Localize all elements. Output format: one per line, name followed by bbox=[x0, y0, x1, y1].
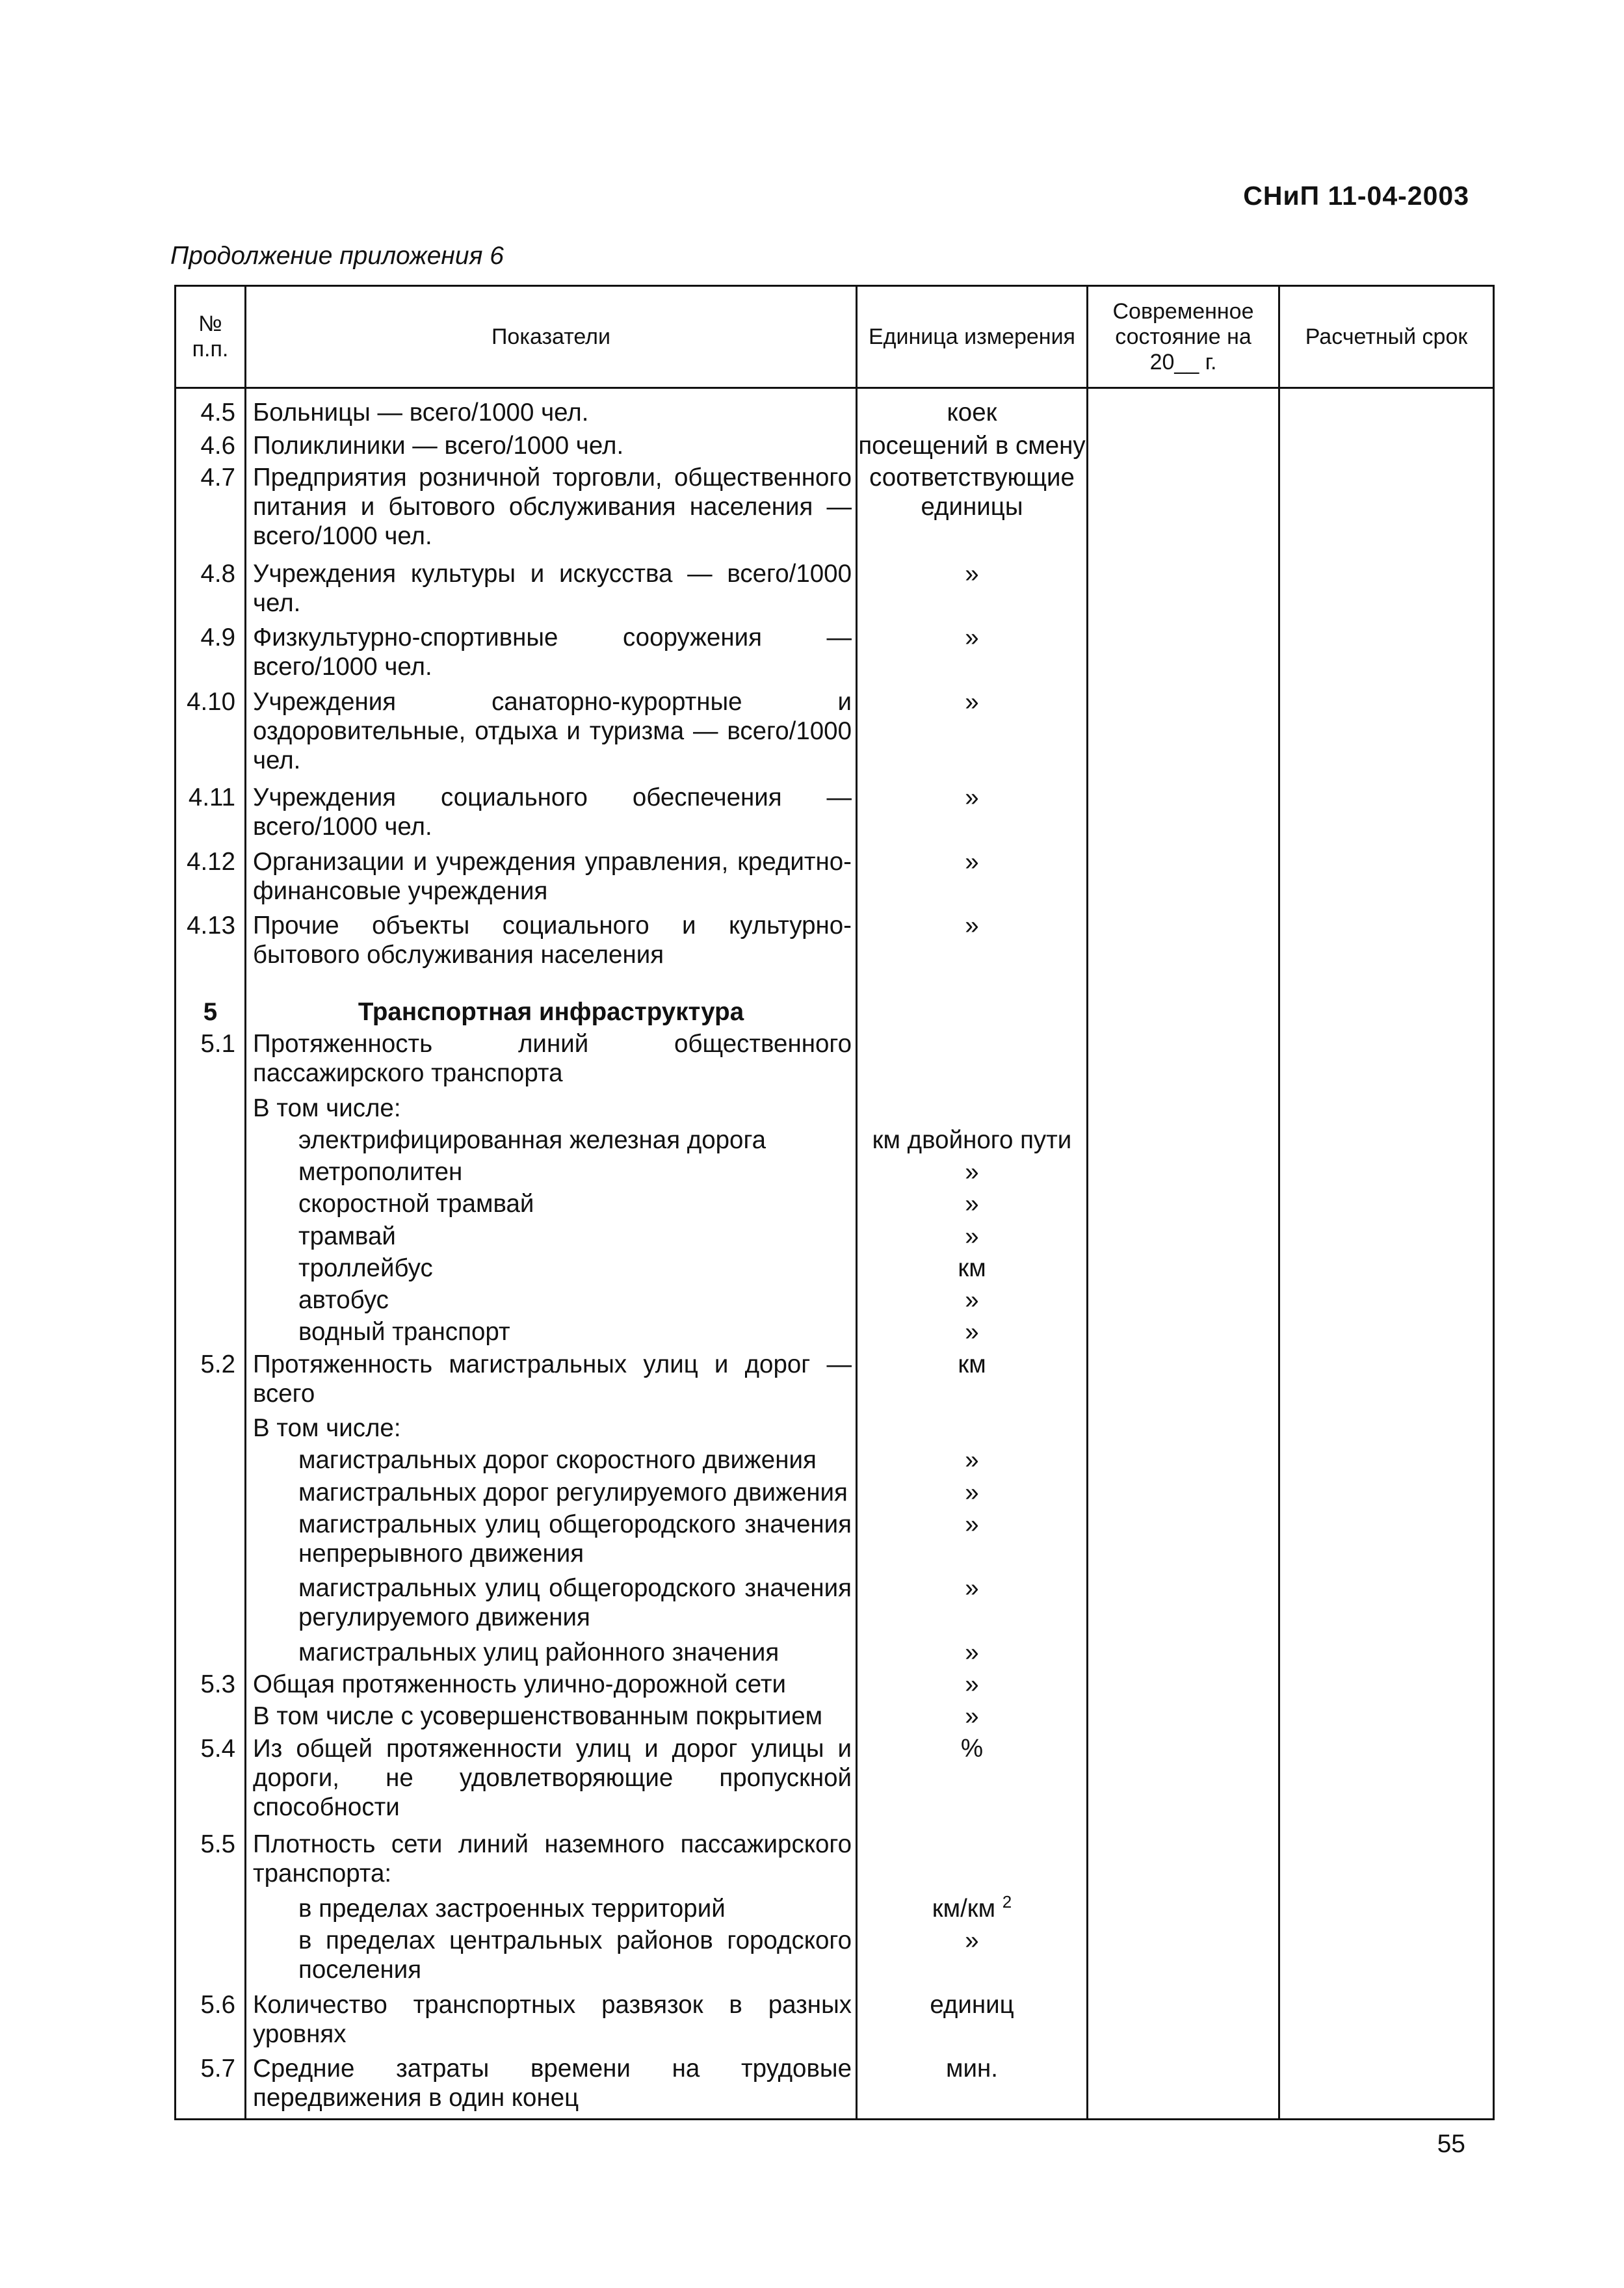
unit-text: » bbox=[965, 1702, 979, 1731]
unit-cell bbox=[857, 1670, 1088, 1702]
header-indicator: Показатели bbox=[246, 286, 857, 388]
unit-text: » bbox=[965, 1926, 979, 1955]
unit-text: » bbox=[965, 847, 979, 876]
target-term-cell bbox=[1279, 911, 1494, 975]
current-state-cell bbox=[1088, 1894, 1279, 1926]
current-state-cell bbox=[1088, 559, 1279, 624]
unit-cell bbox=[857, 388, 1088, 431]
row-number: 4.10 bbox=[176, 687, 246, 783]
unit-cell bbox=[857, 1926, 1088, 1990]
target-term-cell bbox=[1279, 687, 1494, 783]
target-term-cell bbox=[1279, 2054, 1494, 2118]
indicator-text: Поликлиники — всего/1000 чел. bbox=[246, 431, 857, 463]
unit-text: » bbox=[965, 1478, 979, 1506]
indicator-text: Учреждения социального обеспечения — всего/1000 чел. bbox=[246, 783, 857, 847]
current-state-cell bbox=[1088, 623, 1279, 687]
indicator-text: В том числе с усовершенствованным покрытием bbox=[246, 1702, 857, 1733]
table-row bbox=[176, 2054, 1494, 2118]
row-number: 4.12 bbox=[176, 847, 246, 912]
target-term-cell bbox=[1279, 997, 1494, 1029]
unit-text: » bbox=[965, 1158, 979, 1187]
indicator-text: магистральных улиц общегородского значения непрерывного движения bbox=[246, 1510, 857, 1574]
header-num: № п.п. bbox=[176, 286, 246, 388]
row-number: 4.7 bbox=[176, 463, 246, 559]
target-term-cell bbox=[1279, 463, 1494, 559]
current-state-cell bbox=[1088, 1222, 1279, 1254]
indicator-text: Физкультурно-спортивные сооружения — всего/1000 чел. bbox=[246, 623, 857, 687]
unit-text: » bbox=[965, 624, 979, 652]
unit-cell bbox=[857, 1285, 1088, 1317]
current-state-cell bbox=[1088, 1445, 1279, 1477]
current-state-cell bbox=[1088, 1157, 1279, 1189]
unit-text: » bbox=[965, 1286, 979, 1315]
header-unit: Единица измерения bbox=[857, 286, 1088, 388]
row-number: 5.2 bbox=[176, 1350, 246, 1414]
spacer-cell bbox=[1088, 975, 1279, 997]
indicator-text: в пределах центральных районов городского поселения bbox=[246, 1926, 857, 1990]
unit-text: » bbox=[965, 1318, 979, 1347]
indicator-text: скоростной трамвай bbox=[246, 1189, 857, 1221]
current-state-cell bbox=[1088, 1350, 1279, 1414]
current-state-cell bbox=[1088, 783, 1279, 847]
section-title: Транспортная инфраструктура bbox=[246, 997, 857, 1029]
indicator-text: Из общей протяженности улиц и дорог улицы и дороги, не удовлетворяющие пропускной способности bbox=[246, 1734, 857, 1830]
row-number bbox=[176, 1222, 246, 1254]
row-number bbox=[176, 1317, 246, 1349]
indicator-text: трамвай bbox=[246, 1222, 857, 1254]
target-term-cell bbox=[1279, 1573, 1494, 1638]
table-row bbox=[176, 687, 1494, 783]
row-number bbox=[176, 1094, 246, 1125]
unit-text: км/км bbox=[932, 1894, 996, 1923]
unit-cell bbox=[857, 1029, 1088, 1094]
unit-cell bbox=[857, 1573, 1088, 1638]
header-current-state: Современное состояние на 20__ г. bbox=[1088, 286, 1279, 388]
row-number: 4.8 bbox=[176, 559, 246, 624]
target-term-cell bbox=[1279, 1157, 1494, 1189]
current-state-cell bbox=[1088, 1125, 1279, 1157]
current-state-cell bbox=[1088, 1638, 1279, 1670]
target-term-cell bbox=[1279, 1990, 1494, 2055]
unit-cell bbox=[857, 687, 1088, 783]
unit-cell bbox=[857, 1891, 1088, 1926]
header-target-term: Расчетный срок bbox=[1279, 286, 1494, 388]
unit-cell bbox=[857, 623, 1088, 687]
unit-cell bbox=[857, 2054, 1088, 2118]
unit-cell bbox=[857, 1414, 1088, 1445]
current-state-cell bbox=[1088, 847, 1279, 912]
row-number bbox=[176, 1189, 246, 1221]
table-row bbox=[176, 559, 1494, 624]
table-row bbox=[176, 1734, 1494, 1830]
target-term-cell bbox=[1279, 1094, 1494, 1125]
target-term-cell bbox=[1279, 623, 1494, 687]
table-row bbox=[176, 1189, 1494, 1221]
current-state-cell bbox=[1088, 1830, 1279, 1894]
current-state-cell bbox=[1088, 687, 1279, 783]
target-term-cell bbox=[1279, 1670, 1494, 1702]
indicator-text: В том числе: bbox=[246, 1094, 857, 1125]
table-row bbox=[176, 1445, 1494, 1477]
indicator-text: троллейбус bbox=[246, 1254, 857, 1285]
table-row bbox=[176, 388, 1494, 431]
table-row bbox=[176, 1638, 1494, 1670]
continuation-caption: Продолжение приложения 6 bbox=[170, 242, 504, 270]
unit-cell bbox=[857, 1702, 1088, 1733]
unit-text: коек bbox=[947, 399, 997, 427]
indicator-text: Средние затраты времени на трудовые передвижения в один конец bbox=[246, 2054, 857, 2118]
unit-cell bbox=[857, 1830, 1088, 1894]
unit-cell bbox=[857, 847, 1088, 912]
unit-cell bbox=[857, 559, 1088, 624]
current-state-cell bbox=[1088, 1926, 1279, 1990]
table-body bbox=[176, 388, 1494, 2120]
table-row bbox=[176, 783, 1494, 847]
row-number: 5.1 bbox=[176, 1029, 246, 1094]
indicator-text: водный транспорт bbox=[246, 1317, 857, 1349]
table-row bbox=[176, 1350, 1494, 1414]
section-spacer-row bbox=[176, 975, 1494, 997]
table-row bbox=[176, 847, 1494, 912]
table-row bbox=[176, 1094, 1494, 1125]
unit-text: мин. bbox=[946, 2055, 998, 2083]
target-term-cell bbox=[1279, 1478, 1494, 1510]
indicator-text: электрифицированная железная дорога bbox=[246, 1125, 857, 1157]
unit-cell bbox=[857, 1189, 1088, 1221]
target-term-cell bbox=[1279, 1254, 1494, 1285]
table-row bbox=[176, 1702, 1494, 1733]
filler-cell bbox=[176, 2118, 246, 2120]
table-row bbox=[176, 1254, 1494, 1285]
unit-text: единиц bbox=[930, 1990, 1014, 2019]
unit-text: посещений в смену bbox=[858, 431, 1086, 460]
indicator-text: магистральных улиц районного значения bbox=[246, 1638, 857, 1670]
table-row bbox=[176, 1990, 1494, 2055]
unit-text: км bbox=[958, 1254, 986, 1282]
unit-text: » bbox=[965, 559, 979, 588]
unit-cell bbox=[857, 1094, 1088, 1125]
table-row bbox=[176, 1285, 1494, 1317]
target-term-cell bbox=[1279, 1350, 1494, 1414]
indicator-text: магистральных дорог регулируемого движения bbox=[246, 1478, 857, 1510]
unit-cell bbox=[857, 1254, 1088, 1285]
indicator-text: Плотность сети линий наземного пассажирского транспорта: bbox=[246, 1830, 857, 1894]
unit-text: » bbox=[965, 1190, 979, 1218]
unit-text: » bbox=[965, 1574, 979, 1603]
current-state-cell bbox=[1088, 997, 1279, 1029]
target-term-cell bbox=[1279, 1830, 1494, 1894]
unit-cell bbox=[857, 1478, 1088, 1510]
row-number: 4.6 bbox=[176, 431, 246, 463]
table-header-row bbox=[176, 286, 1494, 388]
row-number bbox=[176, 1926, 246, 1990]
target-term-cell bbox=[1279, 388, 1494, 431]
target-term-cell bbox=[1279, 1702, 1494, 1733]
indicator-text: магистральных дорог скоростного движения bbox=[246, 1445, 857, 1477]
unit-text: » bbox=[965, 1638, 979, 1666]
row-number bbox=[176, 1638, 246, 1670]
current-state-cell bbox=[1088, 1254, 1279, 1285]
table-row bbox=[176, 1830, 1494, 1894]
current-state-cell bbox=[1088, 463, 1279, 559]
row-number bbox=[176, 1510, 246, 1574]
row-number: 4.9 bbox=[176, 623, 246, 687]
row-number: 5.6 bbox=[176, 1990, 246, 2055]
filler-cell bbox=[857, 2118, 1088, 2120]
current-state-cell bbox=[1088, 1990, 1279, 2055]
unit-cell bbox=[857, 1445, 1088, 1477]
unit-text: » bbox=[965, 912, 979, 940]
unit-cell bbox=[857, 1125, 1088, 1157]
row-number bbox=[176, 1702, 246, 1733]
row-number bbox=[176, 1478, 246, 1510]
unit-text: » bbox=[965, 783, 979, 812]
unit-text: соответствующие единицы bbox=[869, 463, 1075, 521]
unit-cell bbox=[857, 1510, 1088, 1574]
row-number: 5.7 bbox=[176, 2054, 246, 2118]
table-row bbox=[176, 1894, 1494, 1926]
indicator-text: автобус bbox=[246, 1285, 857, 1317]
table-row bbox=[176, 463, 1494, 559]
unit-cell bbox=[857, 1990, 1088, 2055]
section-row bbox=[176, 997, 1494, 1029]
indicator-text: Учреждения культуры и искусства — всего/1000 чел. bbox=[246, 559, 857, 624]
table-row bbox=[176, 1414, 1494, 1445]
current-state-cell bbox=[1088, 1510, 1279, 1574]
indicator-text: в пределах застроенных территорий bbox=[246, 1894, 857, 1926]
indicator-text: Количество транспортных развязок в разных уровнях bbox=[246, 1990, 857, 2055]
unit-cell bbox=[857, 1350, 1088, 1414]
target-term-cell bbox=[1279, 1125, 1494, 1157]
unit-text: » bbox=[965, 1670, 979, 1699]
unit-cell bbox=[857, 911, 1088, 975]
table-row bbox=[176, 1573, 1494, 1638]
indicator-text: Больницы — всего/1000 чел. bbox=[246, 388, 857, 431]
filler-row bbox=[176, 2118, 1494, 2120]
row-number: 5.3 bbox=[176, 1670, 246, 1702]
indicator-text: Учреждения санаторно-курортные и оздоровительные, отдыха и туризма — всего/1000 чел. bbox=[246, 687, 857, 783]
row-number bbox=[176, 1445, 246, 1477]
current-state-cell bbox=[1088, 911, 1279, 975]
row-number: 4.13 bbox=[176, 911, 246, 975]
target-term-cell bbox=[1279, 1317, 1494, 1349]
table-row bbox=[176, 1029, 1494, 1094]
target-term-cell bbox=[1279, 1189, 1494, 1221]
unit-text: » bbox=[965, 1446, 979, 1475]
target-term-cell bbox=[1279, 1445, 1494, 1477]
unit-cell bbox=[857, 1638, 1088, 1670]
spacer-cell bbox=[1279, 975, 1494, 997]
target-term-cell bbox=[1279, 1926, 1494, 1990]
spacer-cell bbox=[176, 975, 246, 997]
unit-text: » bbox=[965, 1510, 979, 1538]
row-number: 5.4 bbox=[176, 1734, 246, 1830]
row-number bbox=[176, 1414, 246, 1445]
unit-superscript: 2 bbox=[1002, 1891, 1012, 1912]
current-state-cell bbox=[1088, 1189, 1279, 1221]
indicators-table bbox=[174, 285, 1495, 2120]
filler-cell bbox=[1279, 2118, 1494, 2120]
target-term-cell bbox=[1279, 1894, 1494, 1926]
current-state-cell bbox=[1088, 1670, 1279, 1702]
target-term-cell bbox=[1279, 1414, 1494, 1445]
indicator-text: Протяженность линий общественного пассажирского транспорта bbox=[246, 1029, 857, 1094]
spacer-cell bbox=[857, 975, 1088, 997]
unit-cell bbox=[857, 1157, 1088, 1189]
target-term-cell bbox=[1279, 1285, 1494, 1317]
unit-cell bbox=[857, 1222, 1088, 1254]
target-term-cell bbox=[1279, 431, 1494, 463]
indicator-text: Прочие объекты социального и культурно-бытового обслуживания населения bbox=[246, 911, 857, 975]
unit-text: км bbox=[958, 1350, 986, 1378]
unit-text: км двойного пути bbox=[872, 1125, 1072, 1154]
table-row bbox=[176, 1670, 1494, 1702]
unit-cell bbox=[857, 783, 1088, 847]
target-term-cell bbox=[1279, 1510, 1494, 1574]
current-state-cell bbox=[1088, 1702, 1279, 1733]
target-term-cell bbox=[1279, 1222, 1494, 1254]
indicator-text: Протяженность магистральных улиц и дорог — всего bbox=[246, 1350, 857, 1414]
row-number bbox=[176, 1285, 246, 1317]
table-row bbox=[176, 1510, 1494, 1574]
document-code: СНиП 11-04-2003 bbox=[1243, 181, 1469, 211]
indicator-text: Общая протяженность улично-дорожной сети bbox=[246, 1670, 857, 1702]
current-state-cell bbox=[1088, 1094, 1279, 1125]
indicator-text: В том числе: bbox=[246, 1414, 857, 1445]
current-state-cell bbox=[1088, 1478, 1279, 1510]
table-row bbox=[176, 431, 1494, 463]
target-term-cell bbox=[1279, 1029, 1494, 1094]
row-number bbox=[176, 1125, 246, 1157]
target-term-cell bbox=[1279, 1734, 1494, 1830]
current-state-cell bbox=[1088, 388, 1279, 431]
table-row bbox=[176, 1317, 1494, 1349]
unit-text: » bbox=[965, 1222, 979, 1250]
row-number: 5.5 bbox=[176, 1830, 246, 1894]
target-term-cell bbox=[1279, 1638, 1494, 1670]
table-row bbox=[176, 1222, 1494, 1254]
row-number bbox=[176, 1157, 246, 1189]
unit-text: » bbox=[965, 687, 979, 716]
table-row bbox=[176, 1926, 1494, 1990]
current-state-cell bbox=[1088, 1029, 1279, 1094]
table-row bbox=[176, 623, 1494, 687]
current-state-cell bbox=[1088, 2054, 1279, 2118]
current-state-cell bbox=[1088, 1414, 1279, 1445]
unit-cell bbox=[857, 1734, 1088, 1830]
unit-cell bbox=[857, 463, 1088, 559]
target-term-cell bbox=[1279, 847, 1494, 912]
table-row bbox=[176, 1478, 1494, 1510]
spacer-cell bbox=[246, 975, 857, 997]
current-state-cell bbox=[1088, 1734, 1279, 1830]
filler-cell bbox=[246, 2118, 857, 2120]
indicator-text: метрополитен bbox=[246, 1157, 857, 1189]
page-number: 55 bbox=[1437, 2130, 1465, 2158]
row-number bbox=[176, 1573, 246, 1638]
current-state-cell bbox=[1088, 1317, 1279, 1349]
unit-cell bbox=[857, 997, 1088, 1029]
row-number: 4.5 bbox=[176, 388, 246, 431]
table-row bbox=[176, 1157, 1494, 1189]
indicator-text: Организации и учреждения управления, кредитно-финансовые учреждения bbox=[246, 847, 857, 912]
target-term-cell bbox=[1279, 783, 1494, 847]
current-state-cell bbox=[1088, 1573, 1279, 1638]
unit-cell bbox=[857, 431, 1088, 463]
row-number bbox=[176, 1254, 246, 1285]
indicator-text: магистральных улиц общегородского значения регулируемого движения bbox=[246, 1573, 857, 1638]
target-term-cell bbox=[1279, 559, 1494, 624]
row-number: 5 bbox=[176, 997, 246, 1029]
row-number: 4.11 bbox=[176, 783, 246, 847]
table-row bbox=[176, 1125, 1494, 1157]
unit-text: % bbox=[960, 1734, 984, 1763]
table-row bbox=[176, 911, 1494, 975]
unit-cell bbox=[857, 1317, 1088, 1349]
indicator-text: Предприятия розничной торговли, общественного питания и бытового обслуживания населения — всего/1000 чел. bbox=[246, 463, 857, 559]
row-number bbox=[176, 1894, 246, 1926]
current-state-cell bbox=[1088, 431, 1279, 463]
filler-cell bbox=[1088, 2118, 1279, 2120]
current-state-cell bbox=[1088, 1285, 1279, 1317]
